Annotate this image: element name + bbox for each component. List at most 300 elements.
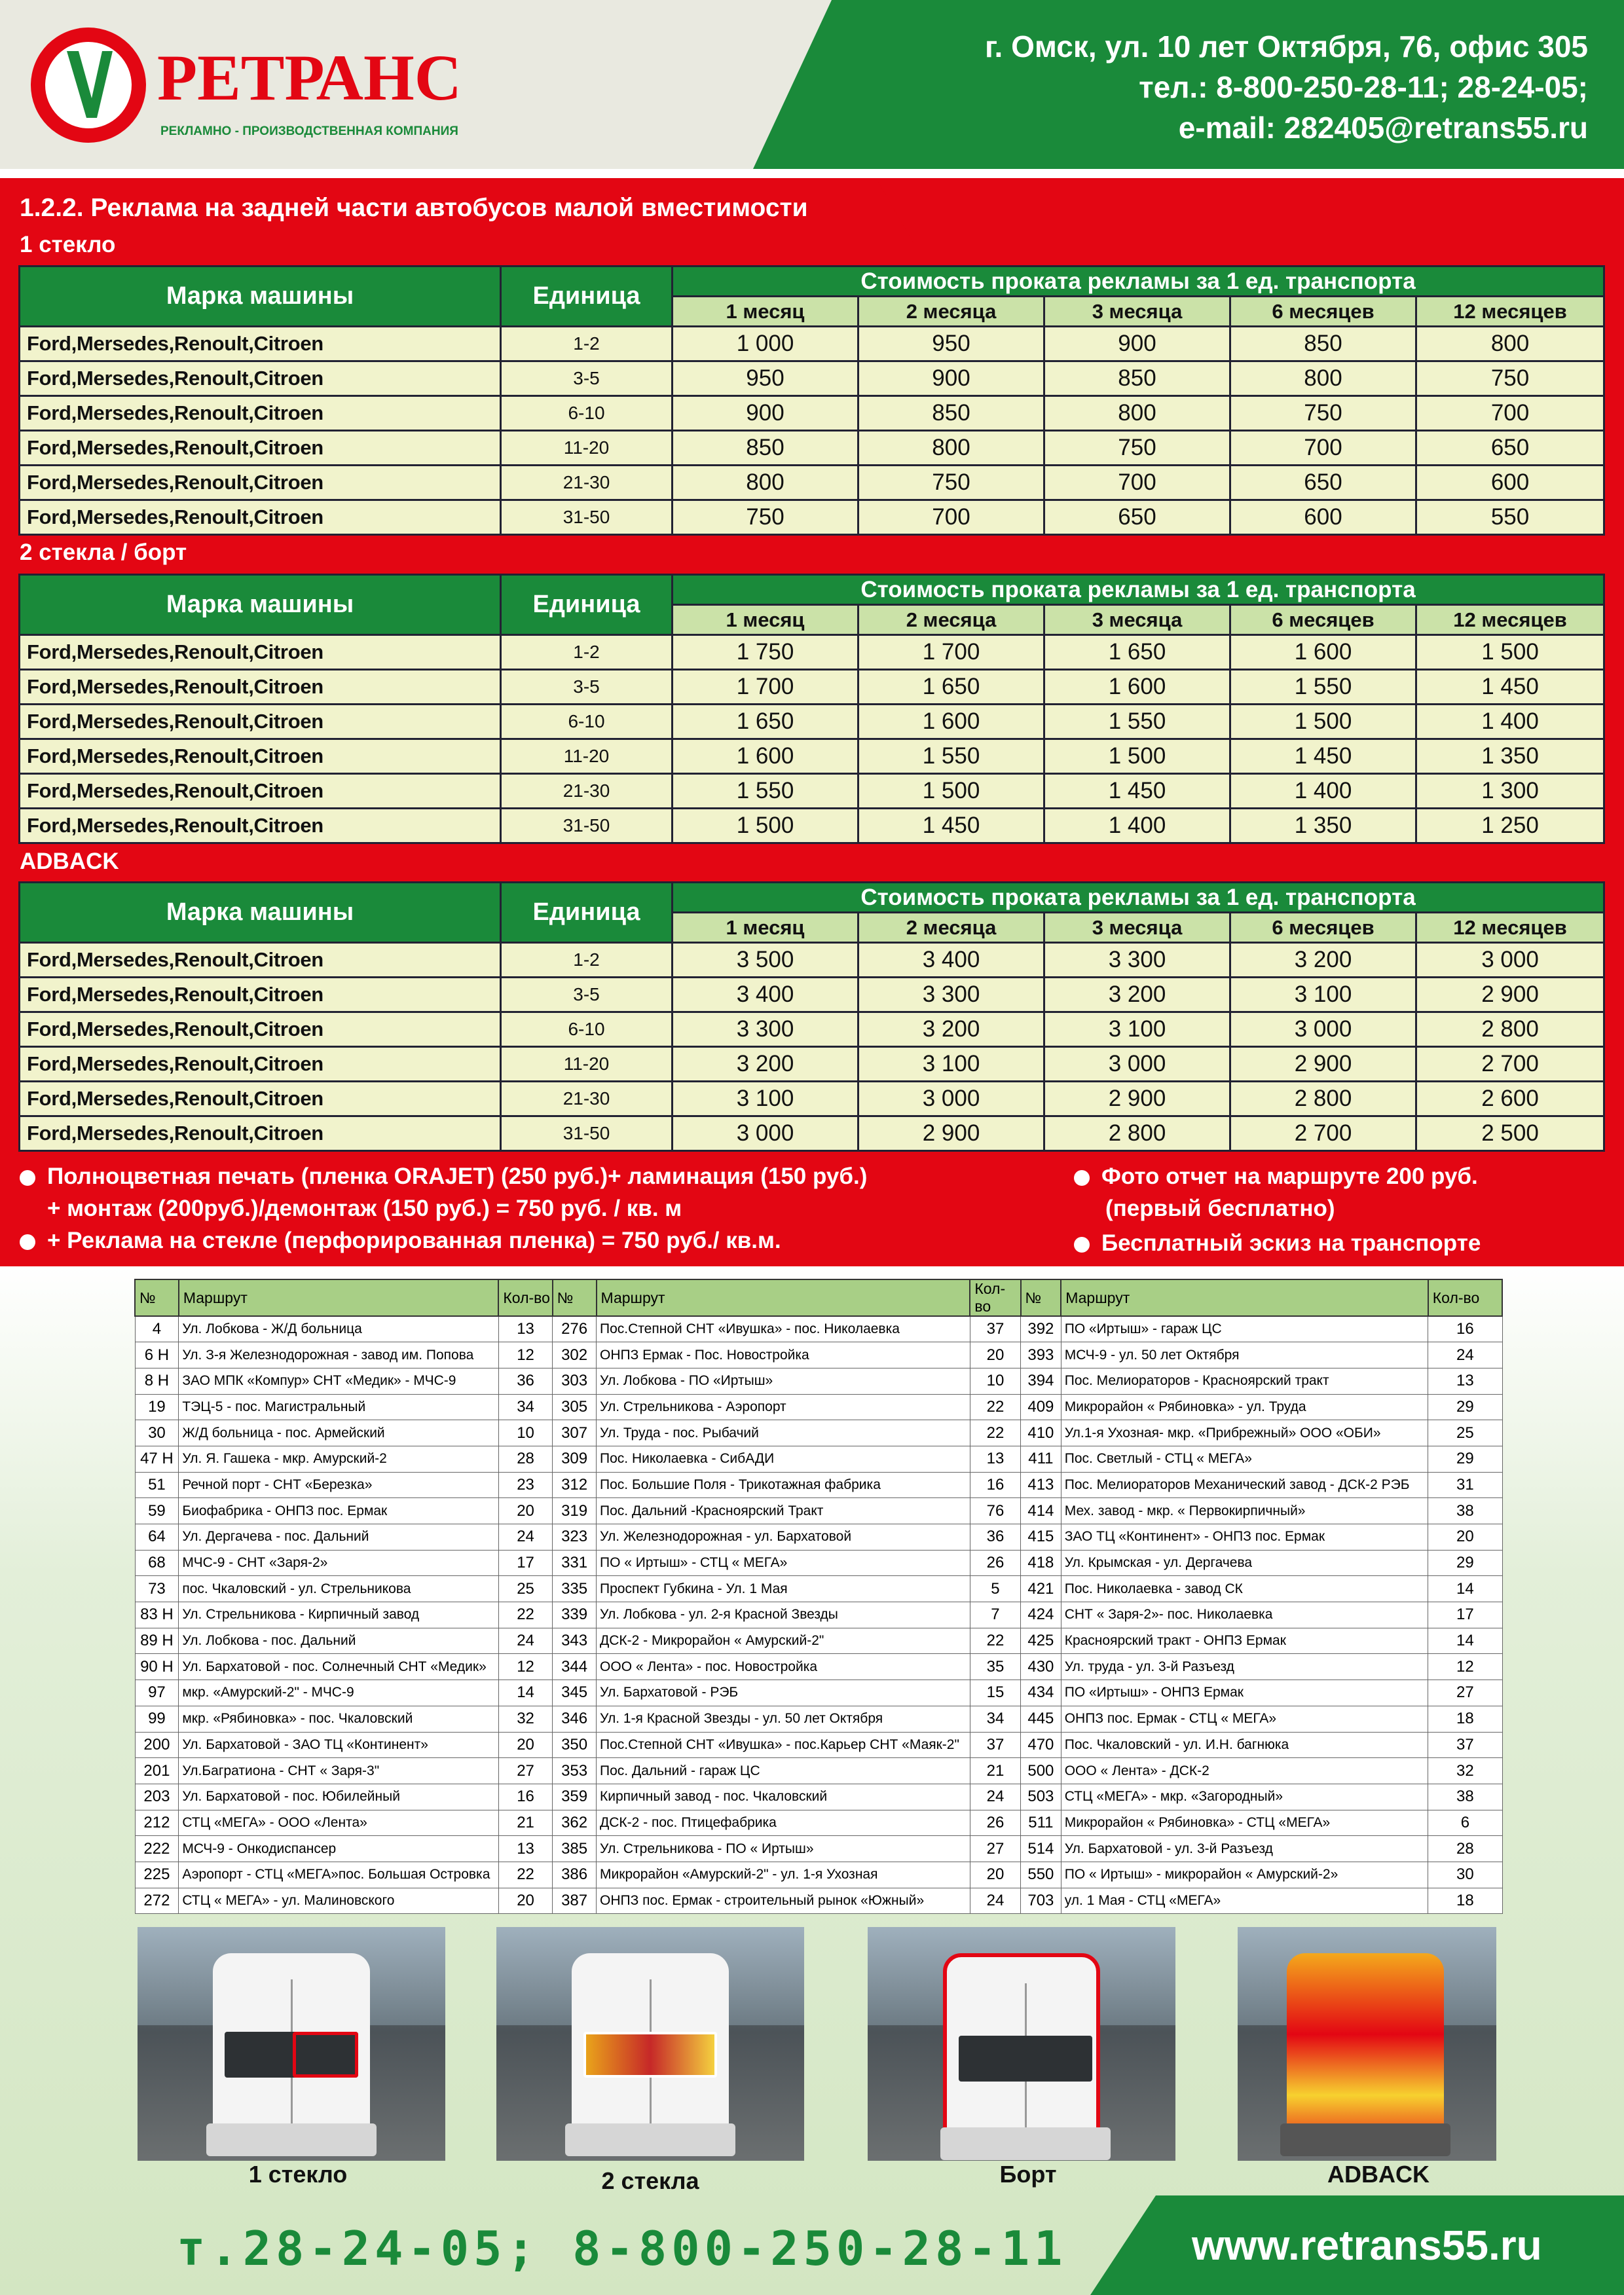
route-count: 36 [970,1524,1020,1551]
route-count: 29 [1428,1550,1502,1576]
route-name: Аэропорт - СТЦ «МЕГА»пос. Большая Островка [179,1862,499,1888]
bullet-mounting: + монтаж (200руб.)/демонтаж (150 руб.) = 750 руб. / кв. м [47,1196,682,1221]
route-count: 36 [498,1368,552,1394]
route-count: 12 [498,1342,552,1368]
route-count: 14 [1428,1576,1502,1602]
price-cell: 1 400 [1416,705,1604,739]
price-cell: 1 600 [858,705,1044,739]
price-cell: 600 [1416,466,1604,500]
route-name: Красноярский тракт - ОНПЗ Ермак [1061,1628,1428,1654]
col-month: 3 месяца [1044,605,1230,635]
col-cost: Стоимость проката рекламы за 1 ед. транспорта [673,883,1604,913]
route-number: 303 [553,1368,597,1394]
route-count: 21 [970,1758,1020,1784]
route-number: 393 [1021,1342,1061,1368]
route-name: МСЧ-9 - ул. 50 лет Октября [1061,1342,1428,1368]
col-month: 2 месяца [858,913,1044,943]
route-count: 18 [1428,1888,1502,1914]
route-row [135,1498,1502,1524]
route-number: 201 [135,1758,179,1784]
col-month: 2 месяца [858,297,1044,327]
route-number: 394 [1021,1368,1061,1394]
unit-cell: 21-30 [501,774,673,809]
route-row [135,1706,1502,1732]
price-cell: 600 [1230,500,1416,535]
col-brand: Марка машины [20,575,501,635]
col-month: 12 месяцев [1416,913,1604,943]
route-name: ПО «Иртыш» - ОНПЗ Ермак [1061,1680,1428,1706]
route-name: МЧС-9 - СНТ «Заря-2» [179,1550,499,1576]
price-cell: 3 000 [1044,1047,1230,1082]
price-table [18,574,1605,844]
unit-cell: 1-2 [501,327,673,361]
route-name: мкр. «Рябиновка» - пос. Чкаловский [179,1706,499,1732]
price-cell: 950 [673,361,858,396]
route-number: 212 [135,1810,179,1836]
route-number: 276 [553,1316,597,1342]
routes-header-row [135,1279,1502,1316]
route-count: 13 [970,1446,1020,1472]
price-cell: 750 [1044,431,1230,466]
price-cell: 800 [858,431,1044,466]
route-name: ТЭЦ-5 - пос. Магистральный [179,1394,499,1420]
route-count: 24 [498,1524,552,1551]
table-row [20,978,1604,1012]
table-row [20,1047,1604,1082]
route-number: 30 [135,1420,179,1446]
route-number: 59 [135,1498,179,1524]
route-row [135,1732,1502,1758]
route-name: мкр. «Амурский-2" - МЧС-9 [179,1680,499,1706]
route-name: Ул.Багратиона - СНТ « Заря-3" [179,1758,499,1784]
route-count: 38 [1428,1498,1502,1524]
table-row [20,327,1604,361]
footer-url[interactable]: www.retrans55.ru [1192,2222,1542,2269]
route-name: Пос. Дальний - гараж ЦС [597,1758,970,1784]
unit-cell: 6-10 [501,396,673,431]
route-number: 83 Н [135,1602,179,1628]
price-table [18,881,1605,1152]
route-name: Микрорайон « Рябиновка» - ул. Труда [1061,1394,1428,1420]
route-number: 68 [135,1550,179,1576]
price-cell: 3 200 [1044,978,1230,1012]
route-number: 344 [553,1654,597,1680]
route-name: пос. Чкаловский - ул. Стрельникова [179,1576,499,1602]
route-number: 323 [553,1524,597,1551]
price-cell: 3 200 [673,1047,858,1082]
route-name: Кирпичный завод - пос. Чкаловский [597,1784,970,1810]
unit-cell: 31-50 [501,500,673,535]
price-cell: 3 200 [858,1012,1044,1047]
col-count: Кол-во [970,1279,1020,1316]
route-number: 387 [553,1888,597,1914]
price-cell: 900 [858,361,1044,396]
route-count: 16 [1428,1316,1502,1342]
route-count: 22 [970,1420,1020,1446]
table-title: ADBACK [20,849,119,874]
col-month: 12 месяцев [1416,605,1604,635]
route-count: 10 [970,1368,1020,1394]
route-count: 27 [970,1836,1020,1862]
bullet-free-sketch: Бесплатный эскиз на транспорте [1074,1228,1481,1259]
unit-cell: 3-5 [501,361,673,396]
logo-subtitle: РЕКЛАМНО - ПРОИЗВОДСТВЕННАЯ КОМПАНИЯ [160,124,458,138]
email[interactable]: e-mail: 282405@retrans55.ru [1178,111,1588,145]
caption-2-glass: 2 стекла [601,2167,699,2194]
col-month: 2 месяца [858,605,1044,635]
route-name: СТЦ « МЕГА» - ул. Малиновского [179,1888,499,1914]
table-row [20,500,1604,535]
route-count: 28 [498,1446,552,1472]
unit-cell: 3-5 [501,978,673,1012]
route-name: Пос. Мелиораторов Механический завод - ДСК-2 РЭБ [1061,1472,1428,1498]
route-count: 20 [498,1888,552,1914]
route-number: 203 [135,1784,179,1810]
route-count: 16 [498,1784,552,1810]
route-name: Пос.Степной СНТ «Ивушка» - пос.Карьер СНТ «Маяк-2" [597,1732,970,1758]
route-name: Ул. Бархатовой - ул. 3-й Разъезд [1061,1836,1428,1862]
route-row [135,1888,1502,1914]
table-row [20,670,1604,705]
route-name: Ул. Бархатовой - ЗАО ТЦ «Континент» [179,1732,499,1758]
route-count: 6 [1428,1810,1502,1836]
unit-cell: 11-20 [501,739,673,774]
price-cell: 700 [1230,431,1416,466]
price-cell: 1 550 [1230,670,1416,705]
table-row [20,1116,1604,1151]
route-number: 200 [135,1732,179,1758]
route-number: 331 [553,1550,597,1576]
price-cell: 3 100 [673,1082,858,1116]
brand-cell: Ford,Mersedes,Renoult,Citroen [20,705,501,739]
price-cell: 1 450 [858,809,1044,843]
route-name: ООО « Лента» - ДСК-2 [1061,1758,1428,1784]
route-count: 24 [1428,1342,1502,1368]
bullet-dot [1074,1237,1090,1253]
route-name: Проспект Губкина - Ул. 1 Мая [597,1576,970,1602]
price-cell: 2 900 [1044,1082,1230,1116]
route-number: 19 [135,1394,179,1420]
caption-side: Борт [999,2161,1057,2188]
brand-cell: Ford,Mersedes,Renoult,Citroen [20,500,501,535]
price-cell: 3 300 [858,978,1044,1012]
price-cell: 2 800 [1416,1012,1604,1047]
route-row [135,1524,1502,1551]
minibus-rear [572,1953,729,2156]
route-count: 34 [498,1394,552,1420]
route-number: 385 [553,1836,597,1862]
header-row [20,266,1604,297]
col-route: Маршрут [597,1279,970,1316]
price-cell: 1 600 [1230,635,1416,670]
price-cell: 700 [1044,466,1230,500]
col-month: 6 месяцев [1230,913,1416,943]
col-month: 3 месяца [1044,297,1230,327]
route-number: 514 [1021,1836,1061,1862]
table-row [20,396,1604,431]
header-row [20,883,1604,913]
bullet-dot [1074,1170,1090,1186]
route-number: 415 [1021,1524,1061,1551]
route-name: Микрорайон «Амурский-2" - ул. 1-я Ухозная [597,1862,970,1888]
route-name: Пос. Чкаловский - ул. И.Н. багнюка [1061,1732,1428,1758]
route-count: 24 [970,1888,1020,1914]
route-row [135,1368,1502,1394]
price-cell: 1 400 [1044,809,1230,843]
route-name: Пос. Николаевка - СибАДИ [597,1446,970,1472]
bullet-photo-free: (первый бесплатно) [1105,1196,1335,1221]
route-row [135,1394,1502,1420]
route-row [135,1446,1502,1472]
route-name: Ул. Железнодорожная - ул. Бархатовой [597,1524,970,1551]
brand-cell: Ford,Mersedes,Renoult,Citroen [20,774,501,809]
route-name: Пос. Николаевка - завод СК [1061,1576,1428,1602]
price-cell: 2 900 [1230,1047,1416,1082]
footer-phone: т.28-24-05; 8-800-250-28-11 [177,2221,1067,2276]
price-cell: 3 000 [1416,943,1604,978]
table-row [20,635,1604,670]
route-count: 23 [498,1472,552,1498]
brand-cell: Ford,Mersedes,Renoult,Citroen [20,635,501,670]
table-row [20,774,1604,809]
route-count: 76 [970,1498,1020,1524]
table-row [20,466,1604,500]
route-count: 34 [970,1706,1020,1732]
route-number: 424 [1021,1602,1061,1628]
table-row [20,739,1604,774]
col-cost: Стоимость проката рекламы за 1 ед. транспорта [673,575,1604,605]
price-cell: 800 [1416,327,1604,361]
price-cell: 900 [673,396,858,431]
minibus-rear [943,1953,1100,2156]
route-number: 339 [553,1602,597,1628]
route-name: ДСК-2 - пос. Птицефабрика [597,1810,970,1836]
route-number: 47 Н [135,1446,179,1472]
brand-cell: Ford,Mersedes,Renoult,Citroen [20,466,501,500]
table-title: 2 стекла / борт [20,540,187,565]
address: г. Омск, ул. 10 лет Октября, 76, офис 305 [984,29,1588,64]
unit-cell: 31-50 [501,809,673,843]
price-cell: 1 000 [673,327,858,361]
col-number: № [1021,1279,1061,1316]
route-row [135,1316,1502,1342]
route-name: Ул. Труда - пос. Рыбачий [597,1420,970,1446]
price-cell: 850 [1044,361,1230,396]
route-count: 22 [970,1394,1020,1420]
route-name: ЗАО МПК «Компур» СНТ «Медик» - МЧС-9 [179,1368,499,1394]
col-count: Кол-во [498,1279,552,1316]
route-number: 410 [1021,1420,1061,1446]
route-number: 312 [553,1472,597,1498]
bullet-glass: + Реклама на стекле (перфорированная пленка) = 750 руб./ кв.м. [20,1225,781,1257]
price-table [18,265,1605,536]
table-row [20,809,1604,843]
route-name: ЗАО ТЦ «Континент» - ОНПЗ пос. Ермак [1061,1524,1428,1551]
route-count: 38 [1428,1784,1502,1810]
bullet-dot [20,1234,35,1250]
col-route: Маршрут [1061,1279,1428,1316]
price-cell: 2 800 [1044,1116,1230,1151]
route-number: 345 [553,1680,597,1706]
route-number: 307 [553,1420,597,1446]
route-number: 409 [1021,1394,1061,1420]
logo-text: РЕТРАНС [157,41,462,114]
brand-cell: Ford,Mersedes,Renoult,Citroen [20,431,501,466]
brand-cell: Ford,Mersedes,Renoult,Citroen [20,978,501,1012]
route-number: 309 [553,1446,597,1472]
unit-cell: 21-30 [501,466,673,500]
route-number: 511 [1021,1810,1061,1836]
unit-cell: 1-2 [501,635,673,670]
route-name: ДСК-2 - Микрорайон « Амурский-2" [597,1628,970,1654]
price-cell: 2 600 [1416,1082,1604,1116]
route-number: 503 [1021,1784,1061,1810]
route-number: 392 [1021,1316,1061,1342]
route-count: 24 [498,1628,552,1654]
price-cell: 1 550 [673,774,858,809]
route-name: ПО «Иртыш» - гараж ЦС [1061,1316,1428,1342]
route-number: 8 Н [135,1368,179,1394]
price-cell: 2 700 [1230,1116,1416,1151]
route-number: 430 [1021,1654,1061,1680]
price-cell: 2 700 [1416,1047,1604,1082]
route-count: 32 [498,1706,552,1732]
route-count: 30 [1428,1862,1502,1888]
phones: тел.: 8-800-250-28-11; 28-24-05; [1139,70,1588,104]
price-cell: 3 400 [858,943,1044,978]
col-month: 6 месяцев [1230,605,1416,635]
unit-cell: 1-2 [501,943,673,978]
unit-cell: 21-30 [501,1082,673,1116]
section-title: 1.2.2. Реклама на задней части автобусов малой вместимости [20,194,808,222]
route-name: ул. 1 Мая - СТЦ «МЕГА» [1061,1888,1428,1914]
price-cell: 1 650 [858,670,1044,705]
price-cell: 1 350 [1230,809,1416,843]
col-number: № [135,1279,179,1316]
bullet-dot [20,1170,35,1186]
price-cell: 1 450 [1230,739,1416,774]
route-name: Микрорайон « Рябиновка» - СТЦ «МЕГА» [1061,1810,1428,1836]
route-name: Ул. З-я Железнодорожная - завод им. Попова [179,1342,499,1368]
price-cell: 1 450 [1044,774,1230,809]
route-count: 27 [498,1758,552,1784]
route-number: 6 Н [135,1342,179,1368]
route-count: 25 [1428,1420,1502,1446]
col-unit: Единица [501,575,673,635]
route-row [135,1472,1502,1498]
route-number: 703 [1021,1888,1061,1914]
price-cell: 1 650 [673,705,858,739]
table-row [20,431,1604,466]
route-name: ОНПЗ Ермак - Пос. Новостройка [597,1342,970,1368]
route-row [135,1784,1502,1810]
route-count: 20 [970,1862,1020,1888]
route-name: Ул. Стрельникова - ПО « Иртыш» [597,1836,970,1862]
route-name: СТЦ «МЕГА» - ООО «Лента» [179,1810,499,1836]
col-month: 1 месяц [673,913,858,943]
route-name: СТЦ «МЕГА» - мкр. «Загородный» [1061,1784,1428,1810]
price-cell: 850 [673,431,858,466]
route-count: 13 [1428,1368,1502,1394]
price-cell: 3 500 [673,943,858,978]
route-number: 470 [1021,1732,1061,1758]
route-name: Ж/Д больница - пос. Армейский [179,1420,499,1446]
contacts-block [671,26,1588,148]
price-cell: 700 [858,500,1044,535]
price-cell: 3 200 [1230,943,1416,978]
brand-cell: Ford,Mersedes,Renoult,Citroen [20,1012,501,1047]
route-count: 5 [970,1576,1020,1602]
route-row [135,1342,1502,1368]
price-cell: 1 500 [1044,739,1230,774]
route-count: 28 [1428,1836,1502,1862]
price-cell: 550 [1416,500,1604,535]
route-number: 411 [1021,1446,1061,1472]
route-number: 272 [135,1888,179,1914]
price-cell: 3 100 [1230,978,1416,1012]
route-number: 64 [135,1524,179,1551]
price-cell: 1 550 [858,739,1044,774]
route-count: 14 [1428,1628,1502,1654]
route-number: 319 [553,1498,597,1524]
price-cell: 750 [1416,361,1604,396]
route-row [135,1836,1502,1862]
brand-cell: Ford,Mersedes,Renoult,Citroen [20,1047,501,1082]
brand-cell: Ford,Mersedes,Renoult,Citroen [20,327,501,361]
route-count: 37 [1428,1732,1502,1758]
unit-cell: 3-5 [501,670,673,705]
route-count: 22 [970,1628,1020,1654]
unit-cell: 11-20 [501,1047,673,1082]
price-cell: 3 400 [673,978,858,1012]
route-name: ОНПЗ пос. Ермак - СТЦ « МЕГА» [1061,1706,1428,1732]
price-cell: 2 900 [858,1116,1044,1151]
col-brand: Марка машины [20,883,501,943]
price-cell: 650 [1416,431,1604,466]
route-name: Ул. Лобкова - ул. 2-я Красной Звезды [597,1602,970,1628]
brand-cell: Ford,Mersedes,Renoult,Citroen [20,809,501,843]
price-cell: 750 [673,500,858,535]
price-cell: 3 000 [673,1116,858,1151]
brand-cell: Ford,Mersedes,Renoult,Citroen [20,396,501,431]
route-count: 17 [1428,1602,1502,1628]
price-cell: 1 600 [673,739,858,774]
price-cell: 1 500 [673,809,858,843]
col-month: 1 месяц [673,605,858,635]
col-month: 6 месяцев [1230,297,1416,327]
route-name: Ул. Лобкова - пос. Дальний [179,1628,499,1654]
photo-adback [1238,1927,1496,2161]
route-number: 99 [135,1706,179,1732]
route-number: 343 [553,1628,597,1654]
route-name: Ул. Стрельникова - Аэропорт [597,1394,970,1420]
route-number: 386 [553,1862,597,1888]
brand-cell: Ford,Mersedes,Renoult,Citroen [20,361,501,396]
col-count: Кол-во [1428,1279,1502,1316]
route-count: 15 [970,1680,1020,1706]
route-row [135,1420,1502,1446]
route-name: ПО « Иртыш» - микрорайон « Амурский-2» [1061,1862,1428,1888]
company-logo [26,20,511,151]
route-row [135,1654,1502,1680]
route-name: Пос. Светлый - СТЦ « МЕГА» [1061,1446,1428,1472]
price-cell: 700 [1416,396,1604,431]
price-cell: 1 700 [673,670,858,705]
price-cell: 1 400 [1230,774,1416,809]
route-name: Ул. Бархатовой - пос. Солнечный СНТ «Медик» [179,1654,499,1680]
route-name: Пос.Степной СНТ «Ивушка» - пос. Николаевка [597,1316,970,1342]
price-cell: 3 300 [1044,943,1230,978]
